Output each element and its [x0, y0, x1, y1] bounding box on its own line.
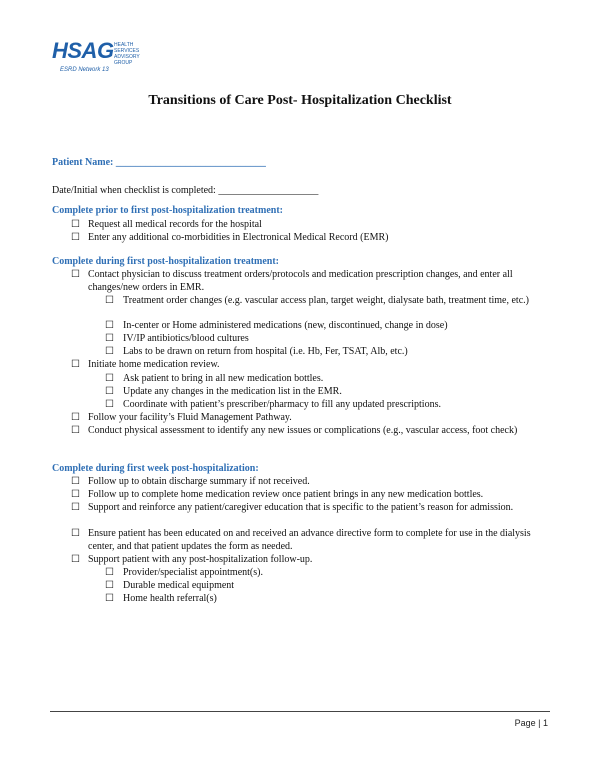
checklist-subitem: Provider/specialist appointment(s).	[123, 567, 263, 578]
checklist-subitem: Coordinate with patient’s prescriber/pharmacy to fill any updated prescriptions.	[123, 399, 441, 410]
checklist-item: Follow up to complete home medication review once patient brings in any new medication bottles.	[88, 489, 484, 500]
checkbox-icon[interactable]: ☐	[105, 580, 114, 591]
checkbox-icon[interactable]: ☐	[71, 528, 80, 539]
checkbox-icon[interactable]: ☐	[105, 346, 114, 357]
checklist-item: Initiate home medication review.	[88, 359, 220, 370]
checklist-item: Conduct physical assessment to identify any new issues or complications (e.g., vascular access, foot check)	[88, 425, 518, 436]
checkbox-icon[interactable]: ☐	[105, 386, 114, 397]
checklist-item: Support patient with any post-hospitalization follow-up.	[88, 554, 313, 565]
checklist-item: Contact physician to discuss treatment orders/protocols and medication prescription changes, and enter all changes/new orders in EMR.	[88, 269, 513, 293]
checklist-item: Support and reinforce any patient/caregiver education that is specific to the patient’s reason for admission.	[88, 502, 514, 513]
section-heading: Complete prior to first post-hospitalization treatment:	[52, 205, 283, 216]
checklist-subitem: Labs to be drawn on return from hospital (i.e. Hb, Fer, TSAT, Alb, etc.)	[123, 346, 408, 357]
page-title: Transitions of Care Post- Hospitalization Checklist	[148, 93, 452, 108]
checkbox-icon[interactable]: ☐	[105, 593, 114, 604]
page-number: Page | 1	[514, 718, 548, 728]
checklist-subitem: Ask patient to bring in all new medication bottles.	[123, 373, 324, 384]
checkbox-icon[interactable]: ☐	[71, 269, 80, 280]
checkbox-icon[interactable]: ☐	[71, 489, 80, 500]
patient-name-field: Patient Name: ______________________________	[52, 157, 266, 168]
checkbox-icon[interactable]: ☐	[105, 399, 114, 410]
checkbox-icon[interactable]: ☐	[105, 295, 114, 306]
checklist-item: Request all medical records for the hospital	[88, 219, 262, 230]
hsag-logo	[52, 38, 162, 80]
logo-tagline: HEALTH SERVICES ADVISORY GROUP	[114, 42, 140, 66]
checkbox-icon[interactable]: ☐	[71, 554, 80, 565]
checklist-subitem: Home health referral(s)	[123, 593, 217, 604]
checklist-item: Follow up to obtain discharge summary if not received.	[88, 476, 310, 487]
checklist-subitem: Durable medical equipment	[123, 580, 235, 591]
checkbox-icon[interactable]: ☐	[71, 425, 80, 436]
checkbox-icon[interactable]: ☐	[71, 502, 80, 513]
checkbox-icon[interactable]: ☐	[105, 320, 114, 331]
logo-wordmark: HSAG	[52, 38, 114, 63]
checklist-subitem: Update any changes in the medication list in the EMR.	[123, 386, 342, 397]
checkbox-icon[interactable]: ☐	[71, 412, 80, 423]
date-initial-field: Date/Initial when checklist is completed: ____________________	[52, 185, 319, 196]
checklist-subitem: Treatment order changes (e.g. vascular access plan, target weight, dialysate bath, treatment time, etc.)	[123, 295, 529, 306]
checklist-subitem: In-center or Home administered medications (new, discontinued, change in dose)	[123, 320, 448, 331]
checkbox-icon[interactable]: ☐	[71, 359, 80, 370]
logo-network: ESRD Network 13	[60, 67, 109, 73]
checkbox-icon[interactable]: ☐	[105, 373, 114, 384]
checkbox-icon[interactable]: ☐	[71, 219, 80, 230]
checkbox-icon[interactable]: ☐	[71, 476, 80, 487]
checklist-subitem: IV/IP antibiotics/blood cultures	[123, 333, 249, 344]
checkbox-icon[interactable]: ☐	[105, 567, 114, 578]
checkbox-icon[interactable]: ☐	[105, 333, 114, 344]
checkbox-icon[interactable]: ☐	[71, 232, 80, 243]
checklist-item: Follow your facility’s Fluid Management Pathway.	[88, 412, 292, 423]
footer-divider	[50, 711, 550, 712]
checklist-item: Enter any additional co-morbidities in Electronical Medical Record (EMR)	[88, 232, 389, 243]
section-heading: Complete during first week post-hospitalization:	[52, 463, 259, 474]
section-heading: Complete during first post-hospitalization treatment:	[52, 256, 280, 267]
checklist-item: Ensure patient has been educated on and received an advance directive form to complete for use in the dialysis center, and that patient updates the form as needed.	[88, 528, 531, 552]
